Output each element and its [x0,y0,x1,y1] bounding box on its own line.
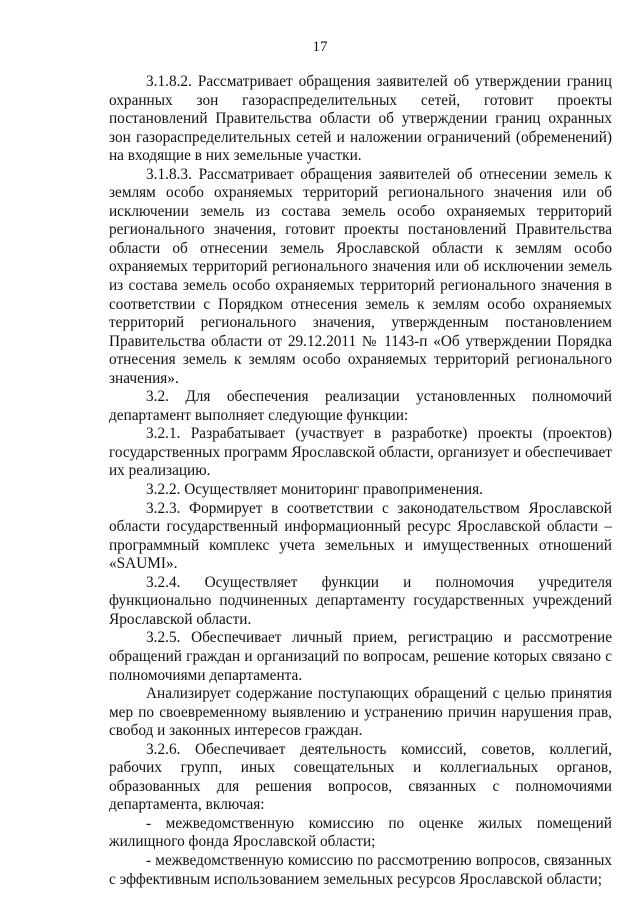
document-body [109,73,612,889]
list-item-housing-commission: - межведомственную комиссию по оценке жилых помещений жилищного фонда Ярославской области; [109,814,612,851]
paragraph-3-2-5: 3.2.5. Обеспечивает личный прием, регистрацию и рассмотрение обращений граждан и организаций по вопросам, решение которых связано с полномочиями департамента. [109,629,612,684]
paragraph-3-2: 3.2. Для обеспечения реализации установленных полномочий департамент выполняет следующие функции: [109,388,612,424]
list-item-land-commission: - межведомственную комиссию по рассмотрению вопросов, связанных с эффективным использованием земельных ресурсов Ярославской области; [109,851,612,888]
paragraph-3-2-3: 3.2.3. Формирует в соответствии с законодательством Ярославской области государственный информационный ресурс Ярославской области – программный комплекс учета земельных и имущественных отношений «SAUMI». [109,499,612,573]
paragraph-analysis: Анализирует содержание поступающих обращений с целью принятия мер по своевременному выявлению и устранению причин нарушения прав, свобод и законных интересов граждан. [109,685,612,740]
paragraph-3-2-2: 3.2.2. Осуществляет мониторинг правоприменения. [146,481,483,499]
paragraph-3-2-1: 3.2.1. Разрабатывает (участвует в разработке) проекты (проектов) государственных программ Ярославской области, организует и обеспечивает их реализацию. [109,425,612,480]
paragraph-3-1-8-2: 3.1.8.2. Рассматривает обращения заявителей об утверждении границ охранных зон газораспределительных сетей, готовит проекты постановлений Правительства области об утверждении границ охранных зон газораспределительных сетей и наложении ограничений (обременений) на входящие в них земельные участки. [109,73,612,165]
page-number: 17 [312,39,328,55]
paragraph-3-2-4: 3.2.4. Осуществляет функции и полномочия учредителя функционально подчиненных департаменту государственных учреждений Ярославской области. [109,573,612,628]
paragraph-3-1-8-3: 3.1.8.3. Рассматривает обращения заявителей об отнесении земель к землям особо охраняемых территорий регионального значения или об исключении земель из состава земель особо охраняемых территорий регионального значения, готовит проекты постановлений Правительства области об отнесении земель Ярославской области к землям особо охраняемых территорий регионального значения или об исключении земель из состава земель особо охраняемых территорий регионального значения в соответствии с Порядком отнесения земель к землям особо охраняемых территорий регионального значения, утвержденным постановлением Правительства области от 29.12.2011 № 1143-п «Об утверждении Порядка отнесения земель к землям особо охраняемых территорий регионального значения». [109,165,612,387]
paragraph-3-2-6: 3.2.6. Обеспечивает деятельность комиссий, советов, коллегий, рабочих групп, иных совещательных и коллегиальных органов, образованных для решения вопросов, связанных с полномочиями департамента, включая: [109,740,612,814]
